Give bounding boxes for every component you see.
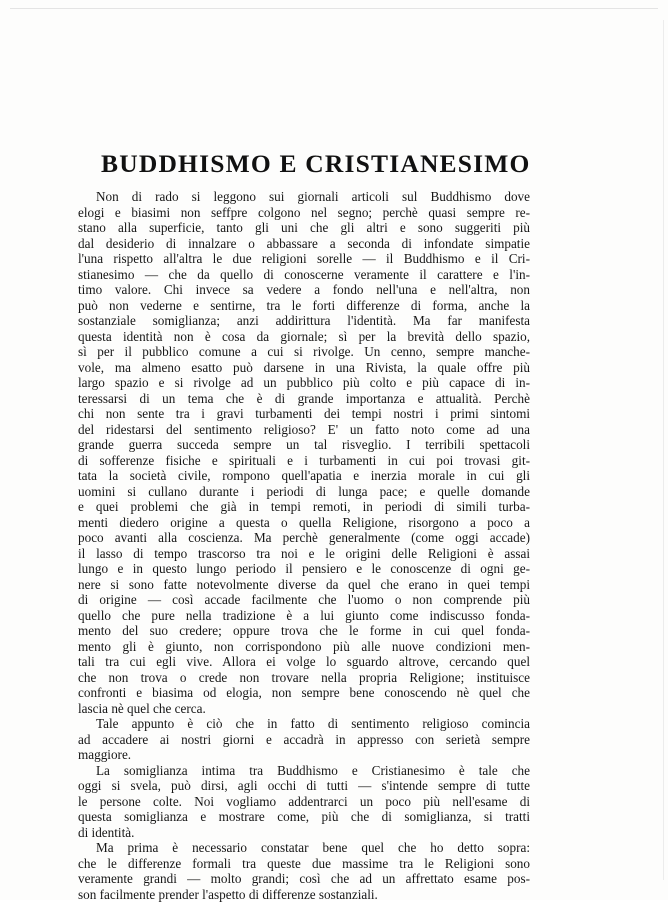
text-line: sì per il pubblico comune a cui si rivolge. Un cenno, sempre manche- xyxy=(78,344,530,360)
text-line: stano alla superficie, tanto gli uni che gli altri e sono suggeriti più xyxy=(78,220,530,236)
text-line: vole, ma almeno esatto può darsene in una Rivista, la quale offre più xyxy=(78,360,530,376)
text-line: son facilmente prender l'aspetto di differenze sostanziali. xyxy=(78,887,530,902)
text-line: questa somiglianza e mostrare come, più che di somiglianza, si tratti xyxy=(78,809,530,825)
text-line: largo spazio e si rivolge ad un pubblico più colto e più capace di in- xyxy=(78,375,530,391)
text-line: che non trova o crede non trovare nella propria Religione; instituisce xyxy=(78,670,530,686)
text-line: chi non sente tra i gravi turbamenti dei tempi nostri i primi sintomi xyxy=(78,406,530,422)
text-line: le persone colte. Noi vogliamo addentrarci un poco più nell'esame di xyxy=(78,794,530,810)
text-line: teressarsi di un tema che è di grande importanza e attualità. Perchè xyxy=(78,391,530,407)
text-line: di origine — così accade facilmente che l'uomo o non comprende più xyxy=(78,592,530,608)
page-right-edge xyxy=(663,20,664,880)
text-line: stianesimo — che da quello di conoscerne veramente il carattere e l'in- xyxy=(78,267,530,283)
text-line: dal desiderio di innalzare o abbassare a seconda di infondate simpatie xyxy=(78,236,530,252)
text-line: Tale appunto è ciò che in fatto di sentimento religioso comincia xyxy=(78,716,530,732)
text-line: tata la società civile, rompono quell'apatia e inerzia morale in cui gli xyxy=(78,468,530,484)
text-line: l'una rispetto all'altra le due religioni sorelle — il Buddhismo e il Cri- xyxy=(78,251,530,267)
text-line: di identità. xyxy=(78,825,530,841)
text-line: mento gli è giunto, non corrispondono più alle nuove condizioni men- xyxy=(78,639,530,655)
text-line: che le differenze formali tra queste due massime tra le Religioni sono xyxy=(78,856,530,872)
text-line: lungo e in questo lungo periodo il pensiero e le conoscenze di ogni ge- xyxy=(78,561,530,577)
text-line: lascia nè quel che cerca. xyxy=(78,701,530,717)
text-line: Non di rado si leggono sui giornali articoli sul Buddhismo dove xyxy=(78,189,530,205)
text-line: La somiglianza intima tra Buddhismo e Cristianesimo è tale che xyxy=(78,763,530,779)
text-line: questa identità non è cosa da giornale; sì per la brevità dello spazio, xyxy=(78,329,530,345)
text-line: confronti e biasima od elogia, non sempre bene conoscendo nè quel che xyxy=(78,685,530,701)
text-line: e quei problemi che già in tempi remoti, in periodi di simili turba- xyxy=(78,499,530,515)
text-line: timo valore. Chi invece sa vedere a fondo nell'una e nell'altra, non xyxy=(78,282,530,298)
article-title: BUDDHISMO E CRISTIANESIMO xyxy=(101,148,521,180)
text-line: di sofferenze fisiche e spirituali e i turbamenti in cui poi trovasi git- xyxy=(78,453,530,469)
text-line: Ma prima è necessario constatar bene quel che ho detto sopra: xyxy=(78,840,530,856)
text-line: oggi si svela, può dirsi, agli occhi di tutti — s'intende sempre di tutte xyxy=(78,778,530,794)
text-line: elogi e biasimi non seffpre colgono nel segno; perchè quasi sempre re- xyxy=(78,205,530,221)
text-line: sostanziale somiglianza; anzi addirittura l'identità. Ma far manifesta xyxy=(78,313,530,329)
article-body xyxy=(78,189,530,902)
text-line: del ridestarsi del sentimento religioso? E' un fatto noto come ad una xyxy=(78,422,530,438)
text-line: maggiore. xyxy=(78,747,530,763)
text-line: tali tra cui egli vive. Allora ei volge lo sguardo altrove, cercando quel xyxy=(78,654,530,670)
text-line: veramente grandi — molto grandi; così che ad un affrettato esame pos- xyxy=(78,871,530,887)
text-line: poco avanti alla coscienza. Ma perchè generalmente (come oggi accade) xyxy=(78,530,530,546)
text-line: menti diedero origine a questa o quella Religione, risorgono a poco a xyxy=(78,515,530,531)
text-line: nere si sono fatte notevolmente diverse da quel che erano in quei tempi xyxy=(78,577,530,593)
text-line: uomini si cullano durante i periodi di lunga pace; e quelle domande xyxy=(78,484,530,500)
text-line: grande guerra succeda sempre un tal risveglio. I terribili spettacoli xyxy=(78,437,530,453)
text-line: ad accadere ai nostri giorni e accadrà in appresso con serietà sempre xyxy=(78,732,530,748)
page-top-edge xyxy=(10,8,658,9)
text-line: può non vederne e sentirne, tra le forti differenze di forma, anche la xyxy=(78,298,530,314)
text-line: il lasso di tempo trascorso tra noi e le origini delle Religioni è assai xyxy=(78,546,530,562)
text-line: mento del suo credere; oppure trova che le forme in cui quel fonda- xyxy=(78,623,530,639)
text-line: quello che pure nella tradizione è a lui giunto come indiscusso fonda- xyxy=(78,608,530,624)
